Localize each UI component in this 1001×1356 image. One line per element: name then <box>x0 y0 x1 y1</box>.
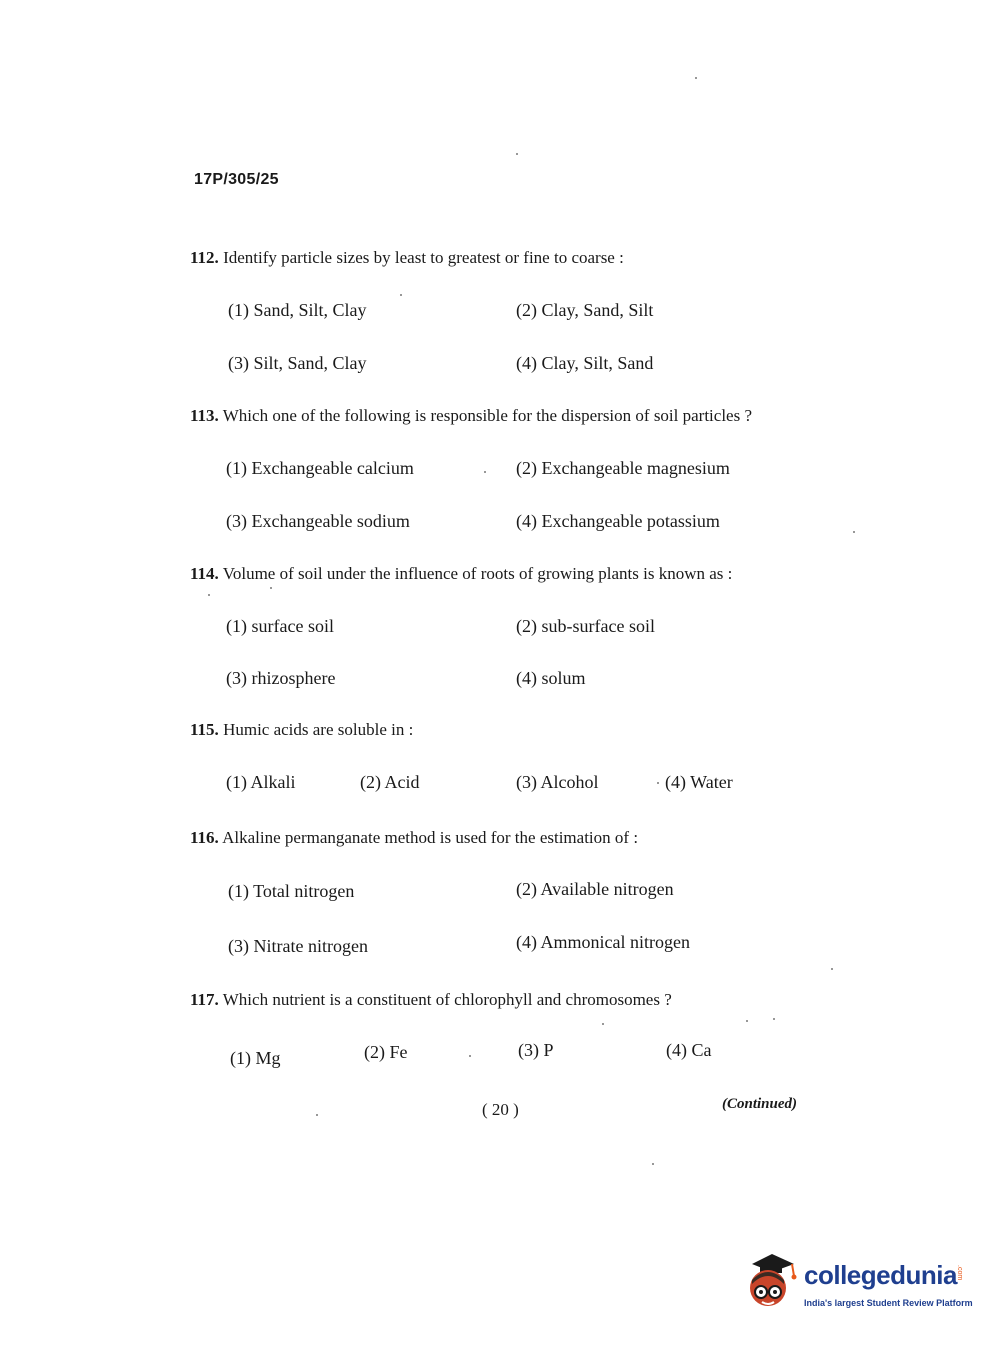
option-3: (3) Silt, Sand, Clay <box>228 353 367 373</box>
question-number: 117. <box>190 990 219 1009</box>
scan-speck <box>773 1018 775 1020</box>
option-3: (3) Nitrate nitrogen <box>228 936 368 956</box>
option-2: (2) sub-surface soil <box>516 616 655 636</box>
question-113 <box>190 406 830 426</box>
question-text: Alkaline permanganate method is used for the estimation of : <box>222 828 639 847</box>
scan-speck <box>602 1023 604 1025</box>
scan-speck <box>316 1114 318 1116</box>
option-4: (4) solum <box>516 668 586 688</box>
question-number: 115. <box>190 720 219 739</box>
paper-code: 17P/305/25 <box>194 171 279 188</box>
option-1: (1) Alkali <box>226 772 296 792</box>
option-1: (1) surface soil <box>226 616 334 636</box>
option-3: (3) Alcohol <box>516 772 599 792</box>
question-text: Volume of soil under the influence of roots of growing plants is known as : <box>222 564 733 583</box>
question-115 <box>190 720 830 740</box>
question-text: Which nutrient is a constituent of chlorophyll and chromosomes ? <box>222 990 672 1009</box>
question-number: 112. <box>190 248 219 267</box>
option-4: (4) Ca <box>666 1040 712 1060</box>
question-text: Humic acids are soluble in : <box>223 720 414 739</box>
brand-name: collegedunia <box>804 1260 957 1290</box>
option-2: (2) Fe <box>364 1042 408 1062</box>
option-4: (4) Ammonical nitrogen <box>516 932 690 952</box>
question-text: Which one of the following is responsible for the dispersion of soil particles ? <box>222 406 753 425</box>
option-2: (2) Acid <box>360 772 420 792</box>
brand-domain-suffix: .com <box>956 1265 963 1281</box>
scan-speck <box>208 594 210 596</box>
scan-speck <box>516 153 518 155</box>
scan-speck <box>400 294 402 296</box>
question-114 <box>190 564 830 584</box>
question-116 <box>190 828 830 848</box>
option-3: (3) Exchangeable sodium <box>226 511 410 531</box>
question-117 <box>190 990 830 1010</box>
scan-speck <box>657 782 659 784</box>
scan-speck <box>695 77 697 79</box>
mascot-icon <box>742 1250 800 1312</box>
option-1: (1) Mg <box>230 1048 281 1068</box>
scan-speck <box>469 1055 471 1057</box>
question-number: 113. <box>190 406 219 425</box>
option-3: (3) P <box>518 1040 554 1060</box>
scan-speck <box>484 471 486 473</box>
question-number: 114. <box>190 564 219 583</box>
scan-speck <box>853 531 855 533</box>
option-4: (4) Exchangeable potassium <box>516 511 720 531</box>
option-1: (1) Total nitrogen <box>228 881 355 901</box>
brand-logo-block <box>742 1250 972 1320</box>
option-1: (1) Exchangeable calcium <box>226 458 414 478</box>
page-number: ( 20 ) <box>482 1100 519 1119</box>
question-number: 116. <box>190 828 219 847</box>
continued-label: (Continued) <box>722 1096 798 1112</box>
option-4: (4) Water <box>665 772 733 792</box>
question-112 <box>190 248 830 268</box>
option-2: (2) Exchangeable magnesium <box>516 458 730 478</box>
scan-speck <box>652 1163 654 1165</box>
brand-tagline: India's largest Student Review Platform <box>804 1298 973 1308</box>
option-3: (3) rhizosphere <box>226 668 336 688</box>
scan-speck <box>831 968 833 970</box>
option-4: (4) Clay, Silt, Sand <box>516 353 654 373</box>
option-2: (2) Available nitrogen <box>516 879 674 899</box>
question-text: Identify particle sizes by least to greatest or fine to coarse : <box>223 248 624 267</box>
scan-speck <box>270 587 272 589</box>
option-2: (2) Clay, Sand, Silt <box>516 300 654 320</box>
scan-speck <box>746 1020 748 1022</box>
option-1: (1) Sand, Silt, Clay <box>228 300 367 320</box>
